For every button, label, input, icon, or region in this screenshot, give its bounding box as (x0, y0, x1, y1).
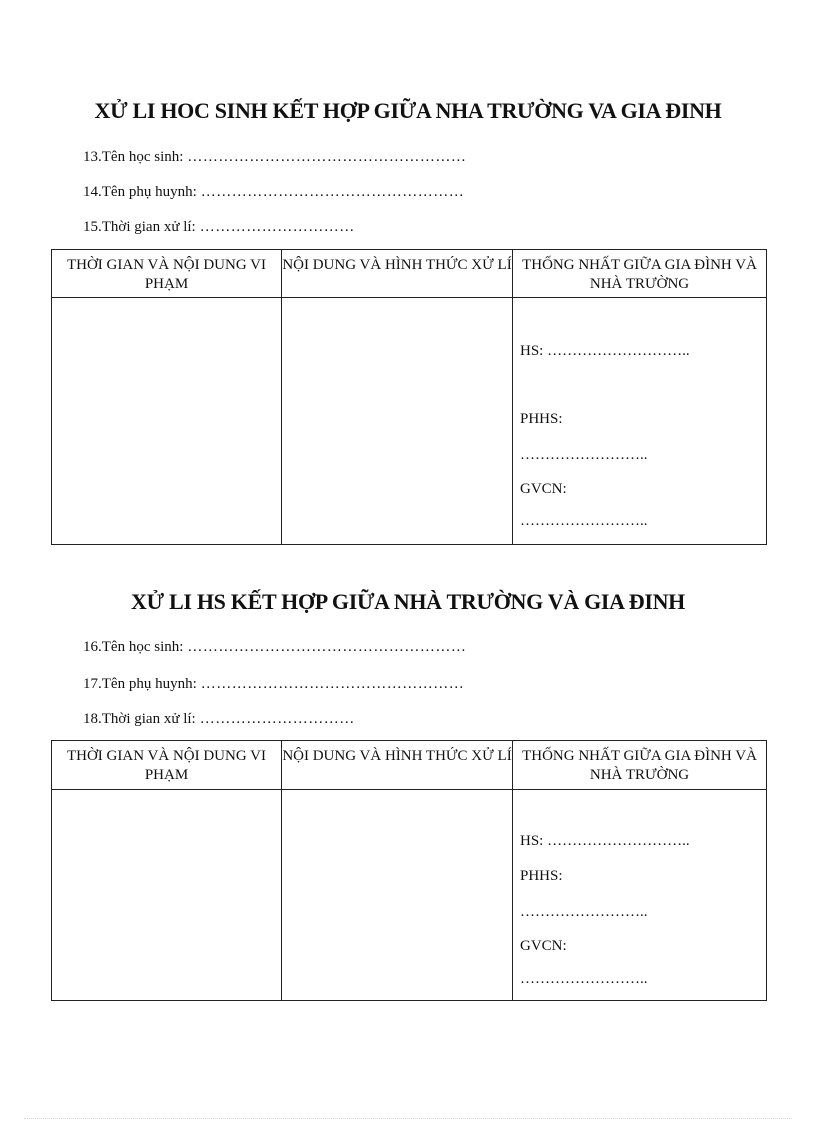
agreement-cell[interactable] (513, 790, 767, 1001)
parent-name-field (83, 184, 464, 201)
gvcn-label: GVCN: (520, 481, 567, 497)
hs-signature-line: HS: ……………………….. (520, 833, 690, 849)
violation-cell[interactable] (52, 298, 282, 545)
header-agreement: THỐNG NHẤT GIỮA GIA ĐÌNH VÀ NHÀ TRƯỜNG (513, 741, 767, 790)
gvcn-signature-line: …………………….. (520, 971, 648, 987)
student-name-field (83, 149, 466, 166)
student-name-label: 13.Tên học sinh: (83, 149, 184, 165)
student-name-blank[interactable]: ……………………………………………… (187, 149, 467, 165)
page-bottom-rule (24, 1118, 792, 1119)
handling-time-field (83, 711, 355, 728)
phhs-signature-line: …………………….. (520, 447, 648, 463)
handling-time-label: 18.Thời gian xử lí: (83, 711, 196, 727)
section-2-title: XỬ LI HS KẾT HỢP GIỮA NHÀ TRƯỜNG VÀ GIA ĐINH (131, 589, 685, 614)
section-1-table (51, 249, 767, 545)
header-handling: NỘI DUNG VÀ HÌNH THỨC XỬ LÍ (282, 250, 513, 298)
section-2-table (51, 740, 767, 1001)
handling-time-label: 15.Thời gian xử lí: (83, 219, 196, 235)
handling-cell[interactable] (282, 790, 513, 1001)
phhs-label: PHHS: (520, 868, 563, 884)
student-name-label: 16.Tên học sinh: (83, 639, 184, 655)
parent-name-label: 14.Tên phụ huynh: (83, 184, 197, 200)
student-name-field (83, 639, 466, 656)
handling-cell[interactable] (282, 298, 513, 545)
violation-cell[interactable] (52, 790, 282, 1001)
header-agreement: THỐNG NHẤT GIỮA GIA ĐÌNH VÀ NHÀ TRƯỜNG (513, 250, 767, 298)
header-violation: THỜI GIAN VÀ NỘI DUNG VI PHẠM (52, 741, 282, 790)
header-handling: NỘI DUNG VÀ HÌNH THỨC XỬ LÍ (282, 741, 513, 790)
handling-time-blank[interactable]: ………………………… (199, 711, 355, 727)
student-name-blank[interactable]: ……………………………………………… (187, 639, 467, 655)
section-1-title: XỬ LI HOC SINH KẾT HỢP GIỮA NHA TRƯỜNG VA GIA ĐINH (94, 98, 722, 123)
parent-name-blank[interactable]: …………………………………………… (200, 184, 465, 200)
parent-name-field (83, 676, 464, 693)
hs-signature-line: HS: ……………………….. (520, 343, 690, 359)
handling-time-blank[interactable]: ………………………… (199, 219, 355, 235)
phhs-label: PHHS: (520, 411, 563, 427)
header-violation: THỜI GIAN VÀ NỘI DUNG VI PHẠM (52, 250, 282, 298)
parent-name-blank[interactable]: …………………………………………… (200, 676, 465, 692)
gvcn-signature-line: …………………….. (520, 513, 648, 529)
handling-time-field (83, 219, 355, 236)
parent-name-label: 17.Tên phụ huynh: (83, 676, 197, 692)
gvcn-label: GVCN: (520, 938, 567, 954)
phhs-signature-line: …………………….. (520, 904, 648, 920)
agreement-cell[interactable] (513, 298, 767, 545)
